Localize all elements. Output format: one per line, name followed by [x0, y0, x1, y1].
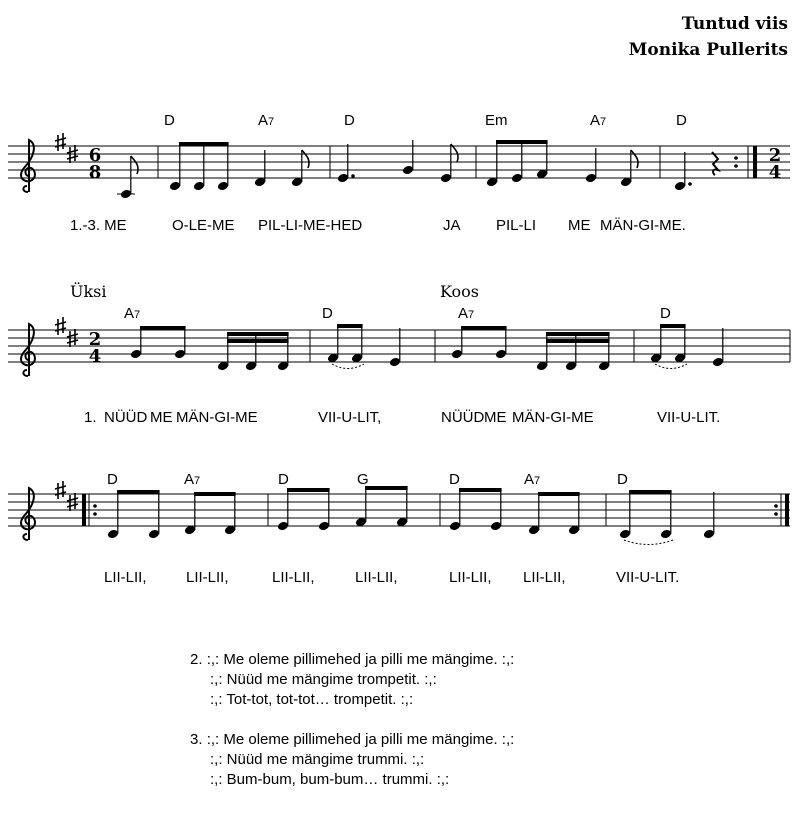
chord-s2-3: D: [660, 305, 671, 322]
chord-s3-3: G: [357, 471, 369, 488]
beam-s3-1: [117, 490, 160, 494]
lyric-s2-4: VII-U-LIT,: [318, 409, 382, 426]
treble-clef-icon-1: [21, 140, 35, 192]
beam-s3-3: [287, 488, 330, 492]
lyric-s2-5: NÜÜD: [441, 409, 485, 426]
repeat-dot-s3b-a: [774, 504, 778, 508]
beam-s3-2: [194, 492, 236, 496]
score-marks: [21, 133, 790, 545]
lyric-s2-0: 1.: [84, 409, 97, 426]
chord-s3-2: D: [278, 471, 289, 488]
beam2-s2-5: [546, 339, 610, 343]
thick-barline-s3b: [785, 494, 789, 526]
chord-s1-5: D: [676, 112, 687, 129]
chord-s3-1: A7: [184, 471, 201, 488]
beam-s3-5: [459, 488, 502, 492]
time-sig-bottom-2: 4: [88, 346, 102, 367]
beam-s2-5: [546, 332, 610, 336]
lyric-s1-2: PIL-LI-ME-HED: [258, 217, 363, 234]
beam-s1-1: [179, 142, 229, 146]
beam-s2-6: [660, 324, 686, 328]
beam-s2-1: [140, 326, 186, 330]
tie-s3-1: [624, 540, 673, 545]
lyric-s1-0: 1.-3. ME: [70, 217, 127, 234]
thick-barline-s3a: [82, 494, 86, 526]
flag-s1-n: [631, 150, 638, 168]
chord-s3-0: D: [107, 471, 118, 488]
verse-2-line-3: :,: Tot-tot, tot-tot… trompetit. :,:: [210, 691, 414, 708]
lyric-s1-1: O-LE-ME: [172, 217, 235, 234]
lyric-s3-2: LII-LII,: [272, 569, 315, 586]
verses-block: [190, 650, 514, 790]
lyric-s1-4: PIL-LI: [496, 217, 537, 234]
quarter-rest-icon-s1: [712, 152, 718, 175]
lyric-s2-7: MÄN-GI-ME: [512, 409, 594, 426]
beam-s3-7: [629, 490, 672, 494]
thick-barline-s1: [753, 146, 757, 178]
lyric-s3-3: LII-LII,: [355, 569, 398, 586]
flag-s1-f: [302, 150, 309, 168]
repeat-dot-s3b-b: [774, 512, 778, 516]
lyric-s2-3: MÄN-GI-ME: [176, 409, 258, 426]
song-title: Tuntud viis: [681, 14, 788, 34]
lyric-s1-3: JA: [443, 217, 461, 234]
sharp-icon-3-f: [55, 481, 66, 499]
sharp-icon-2-f: [55, 317, 66, 335]
chord-s1-4: A7: [590, 112, 607, 129]
chord-s3-5: A7: [524, 471, 541, 488]
lyric-s2-8: VII-U-LIT.: [657, 409, 721, 426]
chord-s3-6: D: [617, 471, 628, 488]
lyric-s2-1: NÜÜD: [104, 409, 148, 426]
composer-name: Monika Pullerits: [628, 40, 788, 60]
beam-s3-4: [365, 486, 408, 490]
beam-s2-3: [337, 324, 363, 328]
lyric-s1-6: MÄN-GI-ME.: [600, 217, 686, 234]
beam2-s2-2: [227, 339, 289, 343]
verse-3-line-1: 3. :,: Me oleme pillimehed ja pilli me mängime. :,:: [190, 731, 515, 748]
verse-3-line-2: :,: Nüüd me mängime trummi. :,:: [210, 751, 425, 768]
verse-3-line-3: :,: Bum-bum, bum-bum… trummi. :,:: [210, 771, 450, 788]
lyric-s1-5: ME: [568, 217, 591, 234]
aug-dot-s1-o: [688, 182, 692, 186]
chord-s1-3: Em: [485, 112, 508, 129]
tie-s2-2: [655, 364, 687, 369]
chord-s3-4: D: [449, 471, 460, 488]
sharp-icon-1-f: [55, 133, 66, 151]
beam-s2-4: [461, 326, 507, 330]
aug-dot-s1-g: [351, 174, 355, 178]
chord-s2-0: A7: [124, 305, 141, 322]
lyric-s3-1: LII-LII,: [186, 569, 229, 586]
beam-s2-2: [227, 332, 289, 336]
repeat-dot-s3a-a: [93, 504, 97, 508]
repeat-dot-s3a-b: [93, 512, 97, 516]
lyric-s3-0: LII-LII,: [104, 569, 147, 586]
time-sig-top-2: 2: [88, 329, 102, 350]
treble-clef-icon-2: [21, 324, 35, 376]
lyric-s2-6: ME: [484, 409, 507, 426]
treble-clef-icon-3: [21, 488, 35, 540]
repeat-dot-s1-b: [734, 164, 738, 168]
chord-s1-1: A7: [258, 112, 275, 129]
time-sig-bottom-1b: 4: [768, 162, 782, 183]
chord-s2-2: A7: [458, 305, 475, 322]
verse-2-line-2: :,: Nüüd me mängime trompetit. :,:: [210, 671, 437, 688]
beam-s3-6: [538, 492, 580, 496]
lyric-s3-4: LII-LII,: [449, 569, 492, 586]
chord-s1-2: D: [344, 112, 355, 129]
flag-s1-a: [131, 156, 138, 174]
flag-s1-i: [451, 144, 458, 162]
lyric-s3-5: LII-LII,: [523, 569, 566, 586]
section-label-koos: Koos: [440, 282, 479, 301]
repeat-dot-s1-a: [734, 156, 738, 160]
time-sig-top-1b: 2: [768, 145, 782, 166]
staff-lines: [8, 146, 790, 526]
time-sig-top-1: 6: [88, 145, 102, 166]
lyric-s3-6: VII-U-LIT.: [616, 569, 680, 586]
verse-2-line-1: 2. :,: Me oleme pillimehed ja pilli me mängime. :,:: [190, 651, 515, 668]
time-sig-bottom-1: 8: [88, 162, 102, 183]
lyric-s2-2: ME: [150, 409, 173, 426]
section-label-uksi: Üksi: [70, 282, 107, 301]
tie-s2-1: [332, 364, 364, 369]
beam-s1-2: [496, 140, 548, 144]
chord-s2-1: D: [322, 305, 333, 322]
chord-s1-0: D: [164, 112, 175, 129]
